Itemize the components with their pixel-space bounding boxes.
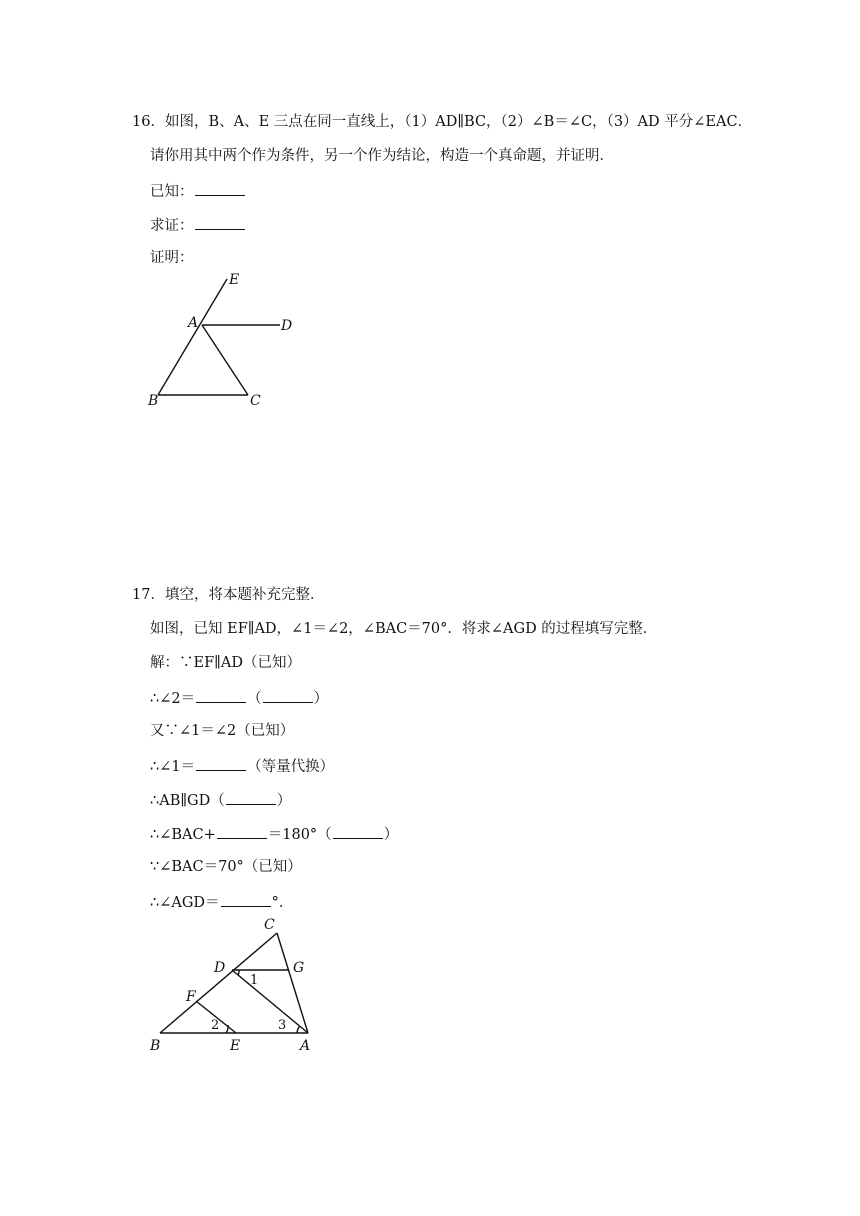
step6-blank-2[interactable] (333, 823, 383, 839)
q17-title: 17．填空，将本题补充完整． (132, 587, 325, 603)
given-label: 已知： (150, 184, 194, 200)
label-e: E (229, 272, 240, 288)
q17-step2 (150, 687, 328, 709)
q17-step3: 又∵∠1＝∠2（已知） (150, 723, 295, 739)
label-c: C (250, 393, 261, 409)
q17-step7: ∵∠BAC＝70°（已知） (150, 859, 302, 875)
line-ac (202, 325, 248, 395)
label-g: G (293, 960, 305, 976)
step2-text: ∴∠2＝ (150, 691, 196, 707)
step4-reason: （等量代换） (247, 759, 335, 775)
step5-text: ∴AB∥GD（ (150, 793, 225, 809)
prove-label: 求证： (150, 218, 194, 234)
given-blank[interactable] (195, 180, 245, 196)
label-e: E (230, 1038, 241, 1054)
q16-proof-label: 证明： (150, 250, 194, 266)
step2-paren-open: （ (247, 691, 262, 707)
label-b: B (148, 393, 159, 409)
step2-blank-2[interactable] (263, 687, 313, 703)
label-angle-3: 3 (278, 1018, 287, 1033)
q17-step5 (150, 789, 291, 811)
step5-blank[interactable] (226, 789, 276, 805)
step8-degree: °． (271, 895, 294, 911)
step8-text: ∴∠AGD＝ (150, 895, 220, 911)
q17-figure (140, 912, 340, 1062)
step6-paren-close: ） (383, 827, 399, 843)
step6-blank-1[interactable] (217, 823, 267, 839)
step4-blank[interactable] (196, 755, 246, 771)
q17-step6 (150, 823, 398, 845)
q17-step4 (150, 755, 334, 777)
angle-1-arc (238, 970, 239, 975)
step4-text: ∴∠1＝ (150, 759, 196, 775)
q17-step1: 解：∵EF∥AD（已知） (150, 655, 301, 671)
label-d: D (214, 960, 226, 976)
q16-given-row (150, 180, 246, 202)
step2-blank-1[interactable] (196, 687, 246, 703)
label-b: B (150, 1038, 161, 1054)
prove-blank[interactable] (195, 214, 245, 230)
label-a: A (188, 315, 199, 331)
q17-step8 (150, 891, 293, 913)
q16-statement: 16．如图，B、A、E 三点在同一直线上，（1）AD∥BC，（2）∠B＝∠C，（3）AD 平分∠EAC． (132, 114, 753, 130)
q17-statement: 如图，已知 EF∥AD，∠1＝∠2，∠BAC＝70°．将求∠AGD 的过程填写完整． (150, 621, 658, 637)
step5-paren-close: ） (276, 793, 292, 809)
label-c: C (264, 917, 275, 933)
step2-paren-close: ） (313, 691, 329, 707)
q16-figure (140, 268, 310, 413)
label-d: D (281, 318, 293, 334)
label-f: F (186, 989, 196, 1005)
q16-prove-row (150, 214, 246, 236)
step6-middle: ＝180°（ (267, 827, 332, 843)
step6-text: ∴∠BAC+ (150, 827, 216, 843)
line-bae (158, 279, 227, 395)
label-a: A (300, 1038, 311, 1054)
angle-3-arc (297, 1026, 300, 1033)
step8-blank[interactable] (221, 891, 271, 907)
label-angle-2: 2 (211, 1018, 220, 1033)
line-da (232, 970, 308, 1033)
q16-instruction: 请你用其中两个作为条件，另一个作为结论，构造一个真命题，并证明． (150, 148, 614, 164)
label-angle-1: 1 (250, 973, 259, 988)
